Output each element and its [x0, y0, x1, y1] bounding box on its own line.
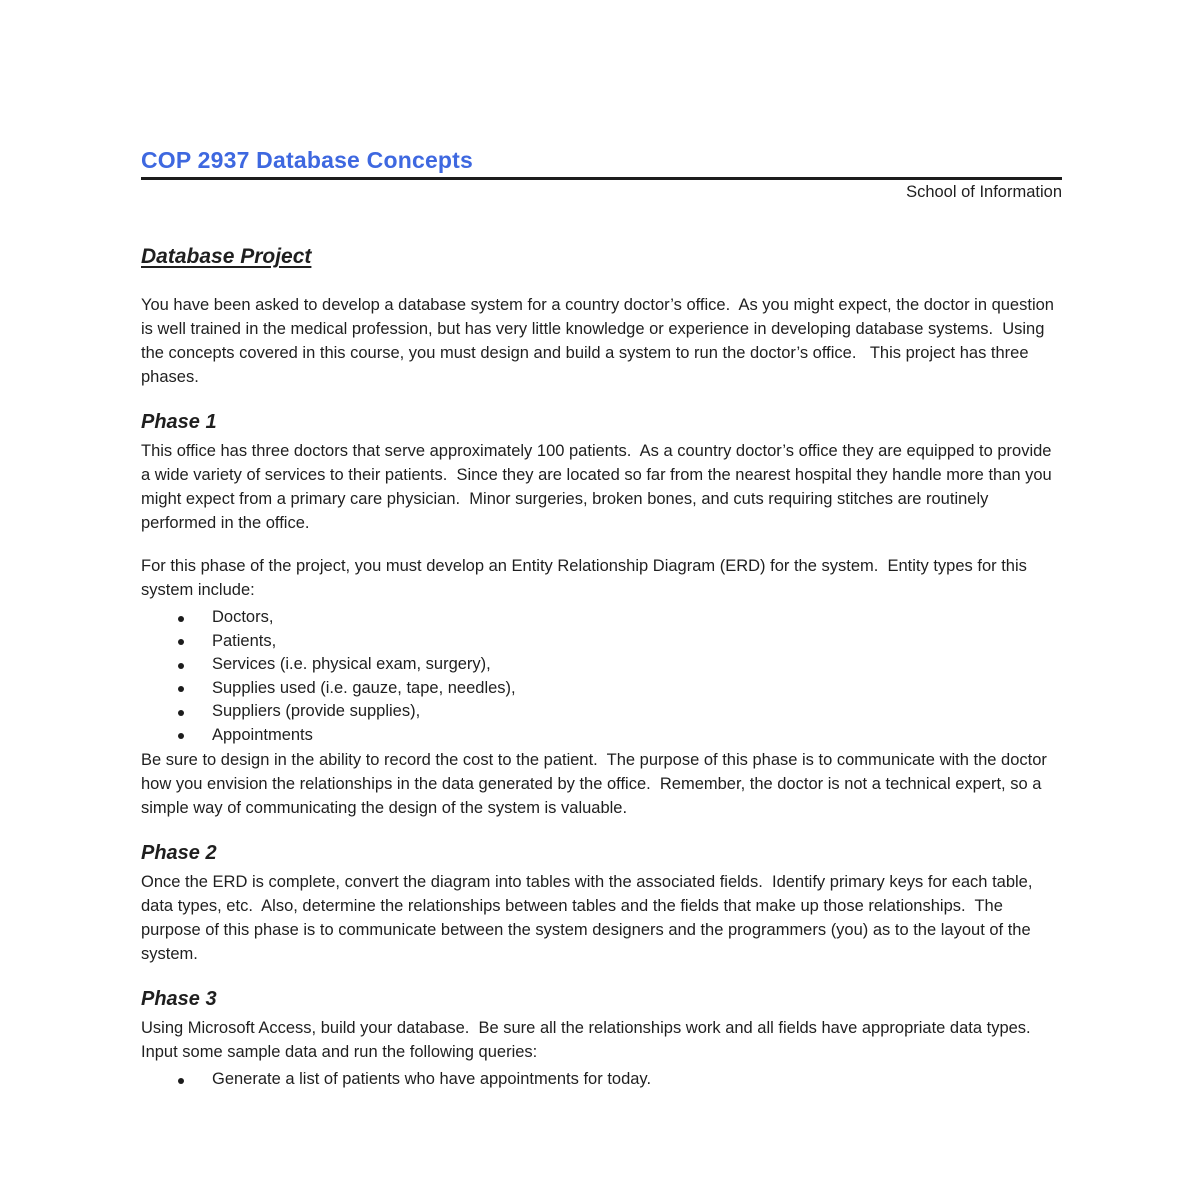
phase-1-paragraph-1: This office has three doctors that serve approximately 100 patients. As a country doctor’s office they are equipped to provide a wide variety of services to their patients. Since they are located so far from the nearest hospital they handle more than you might expect from a primary care physician. Minor surgeries, broken bones, and cuts requiring stitches are routinely performed in the office. — [141, 442, 1057, 532]
bullet-item — [141, 630, 1062, 654]
intro-paragraph: You have been asked to develop a database system for a country doctor’s office. As you might expect, the doctor in question is well trained in the medical profession, but has very little knowledge or experience in developing database systems. Using the concepts covered in this course, you must design and build a system to run the doctor’s office. This project has three phases. — [141, 296, 1059, 386]
bullet-item-text: Supplies used (i.e. gauze, tape, needles), — [212, 678, 516, 697]
department-name: School of Information — [906, 183, 1062, 201]
bullet-item — [141, 1068, 1062, 1092]
section-phase-1 — [141, 410, 1062, 820]
document-header — [141, 146, 1062, 203]
bullet-item — [141, 677, 1062, 701]
bullet-item-text: Doctors, — [212, 608, 274, 626]
entity-types-list — [141, 606, 1062, 747]
bullet-dot-icon — [178, 616, 184, 622]
bullet-item — [141, 724, 1062, 748]
bullet-item-text: Services (i.e. physical exam, surgery), — [212, 655, 491, 673]
section-phase-2 — [141, 841, 1062, 966]
bullet-dot-icon — [178, 686, 184, 692]
header-rule — [141, 177, 1062, 180]
document-title: Database Project — [141, 245, 312, 268]
bullet-item — [141, 700, 1062, 724]
phase-1-heading: Phase 1 — [141, 411, 217, 433]
queries-list — [141, 1068, 1062, 1092]
bullet-item — [141, 606, 1062, 630]
phase-3-paragraph-1: Using Microsoft Access, build your database. Be sure all the relationships work and all fields have appropriate data types. Input some sample data and run the following queries: — [141, 1019, 1040, 1061]
phase-2-paragraph-1: Once the ERD is complete, convert the diagram into tables with the associated fields. Identify primary keys for each table, data types, etc. Also, determine the relationships between tables and the fields that make up those relationships. The purpose of this phase is to communicate between the system designers and the programmers (you) as to the layout of the system. — [141, 873, 1038, 963]
document-body — [141, 244, 1062, 1092]
phase-1-paragraph-2: For this phase of the project, you must develop an Entity Relationship Diagram (ERD) for the system. Entity types for this system include: — [141, 557, 1032, 599]
bullet-dot-icon — [178, 639, 184, 645]
bullet-dot-icon — [178, 663, 184, 669]
section-phase-3 — [141, 987, 1062, 1092]
course-title: COP 2937 Database Concepts — [141, 147, 474, 173]
phase-2-heading: Phase 2 — [141, 842, 217, 864]
bullet-dot-icon — [178, 1078, 184, 1084]
bullet-item-text: Generate a list of patients who have appointments for today. — [212, 1070, 652, 1088]
phase-1-closing-paragraph: Be sure to design in the ability to record the cost to the patient. The purpose of this phase is to communicate with the doctor how you envision the relationships in the data generated by the office. Remember, the doctor is not a technical expert, so a simple way of communicating the design of the system is valuable. — [141, 751, 1052, 817]
bullet-dot-icon — [178, 733, 184, 739]
bullet-item — [141, 653, 1062, 677]
bullet-item-text: Patients, — [212, 631, 277, 650]
phase-3-heading: Phase 3 — [141, 988, 217, 1010]
bullet-dot-icon — [178, 710, 184, 716]
bullet-item-text: Suppliers (provide supplies), — [212, 702, 421, 720]
bullet-item-text: Appointments — [212, 725, 313, 744]
